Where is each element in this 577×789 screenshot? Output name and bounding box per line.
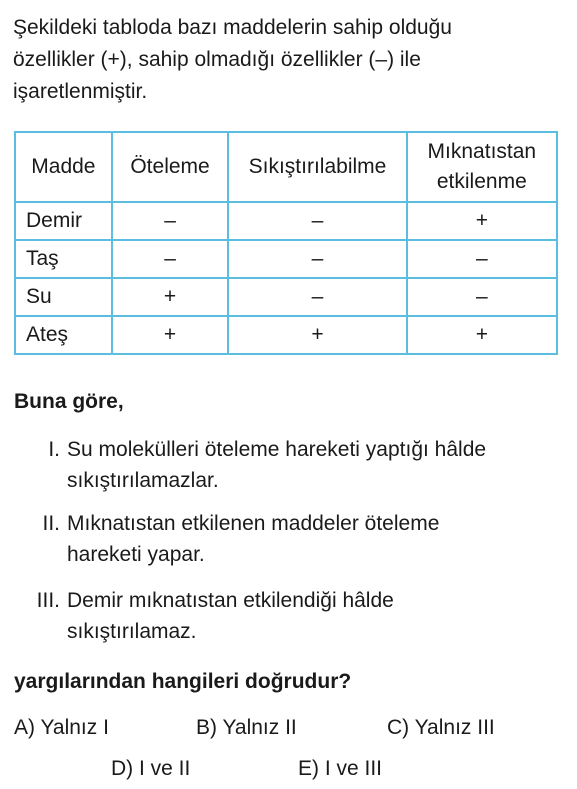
header-sikistirilabilme: Sıkıştırılabilme xyxy=(228,132,406,202)
intro-line-2: özellikler (+), sahip olmadığı özellikler (–) ile xyxy=(13,48,421,71)
header-miknatis-line-1: Mıknatıstan xyxy=(427,140,537,163)
option-b[interactable]: B) Yalnız II xyxy=(196,716,297,739)
option-a[interactable]: A) Yalnız I xyxy=(14,716,109,739)
row-name: Demir xyxy=(15,202,112,240)
header-oteleme: Öteleme xyxy=(112,132,229,202)
statement-text xyxy=(67,585,557,647)
cell-oteleme: – xyxy=(112,202,229,240)
row-name: Ateş xyxy=(15,316,112,354)
header-madde: Madde xyxy=(15,132,112,202)
intro-line-3: işaretlenmiştir. xyxy=(13,80,148,103)
statement-line-2: hareketi yapar. xyxy=(67,543,205,566)
table-row xyxy=(15,316,557,354)
statement-line-2: sıkıştırılamazlar. xyxy=(67,469,219,492)
cell-sikistirilabilme: – xyxy=(228,278,406,316)
question-intro xyxy=(13,12,563,108)
option-d[interactable]: D) I ve II xyxy=(111,757,191,780)
statement-line-1: Demir mıknatıstan etkilendiği hâlde xyxy=(67,589,394,612)
header-miknatis xyxy=(407,132,557,202)
statement-line-1: Su molekülleri öteleme hareketi yaptığı hâlde xyxy=(67,438,487,461)
row-name: Taş xyxy=(15,240,112,278)
header-miknatis-line-2: etkilenme xyxy=(436,170,527,193)
row-name: Su xyxy=(15,278,112,316)
table-row xyxy=(15,202,557,240)
statement-number: II. xyxy=(42,512,60,535)
table-header-row xyxy=(15,132,557,202)
cell-miknatis: + xyxy=(407,316,557,354)
question-text: yargılarından hangileri doğrudur? xyxy=(14,670,352,693)
cell-miknatis: + xyxy=(407,202,557,240)
cell-oteleme: – xyxy=(112,240,229,278)
statement-number: III. xyxy=(36,589,60,612)
intro-line-1: Şekildeki tabloda bazı maddelerin sahip olduğu xyxy=(13,16,452,39)
properties-table xyxy=(14,131,558,355)
cell-sikistirilabilme: – xyxy=(228,202,406,240)
statement-text xyxy=(67,508,557,570)
cell-sikistirilabilme: + xyxy=(228,316,406,354)
cell-oteleme: + xyxy=(112,316,229,354)
option-c[interactable]: C) Yalnız III xyxy=(387,716,495,739)
statement-text xyxy=(67,434,557,496)
option-e[interactable]: E) I ve III xyxy=(298,757,383,780)
table-row xyxy=(15,240,557,278)
statement-number: I. xyxy=(48,438,60,461)
cell-miknatis: – xyxy=(407,240,557,278)
cell-miknatis: – xyxy=(407,278,557,316)
lead-text: Buna göre, xyxy=(14,390,124,413)
table-row xyxy=(15,278,557,316)
cell-oteleme: + xyxy=(112,278,229,316)
cell-sikistirilabilme: – xyxy=(228,240,406,278)
statement-line-2: sıkıştırılamaz. xyxy=(67,620,197,643)
statement-line-1: Mıknatıstan etkilenen maddeler öteleme xyxy=(67,512,440,535)
